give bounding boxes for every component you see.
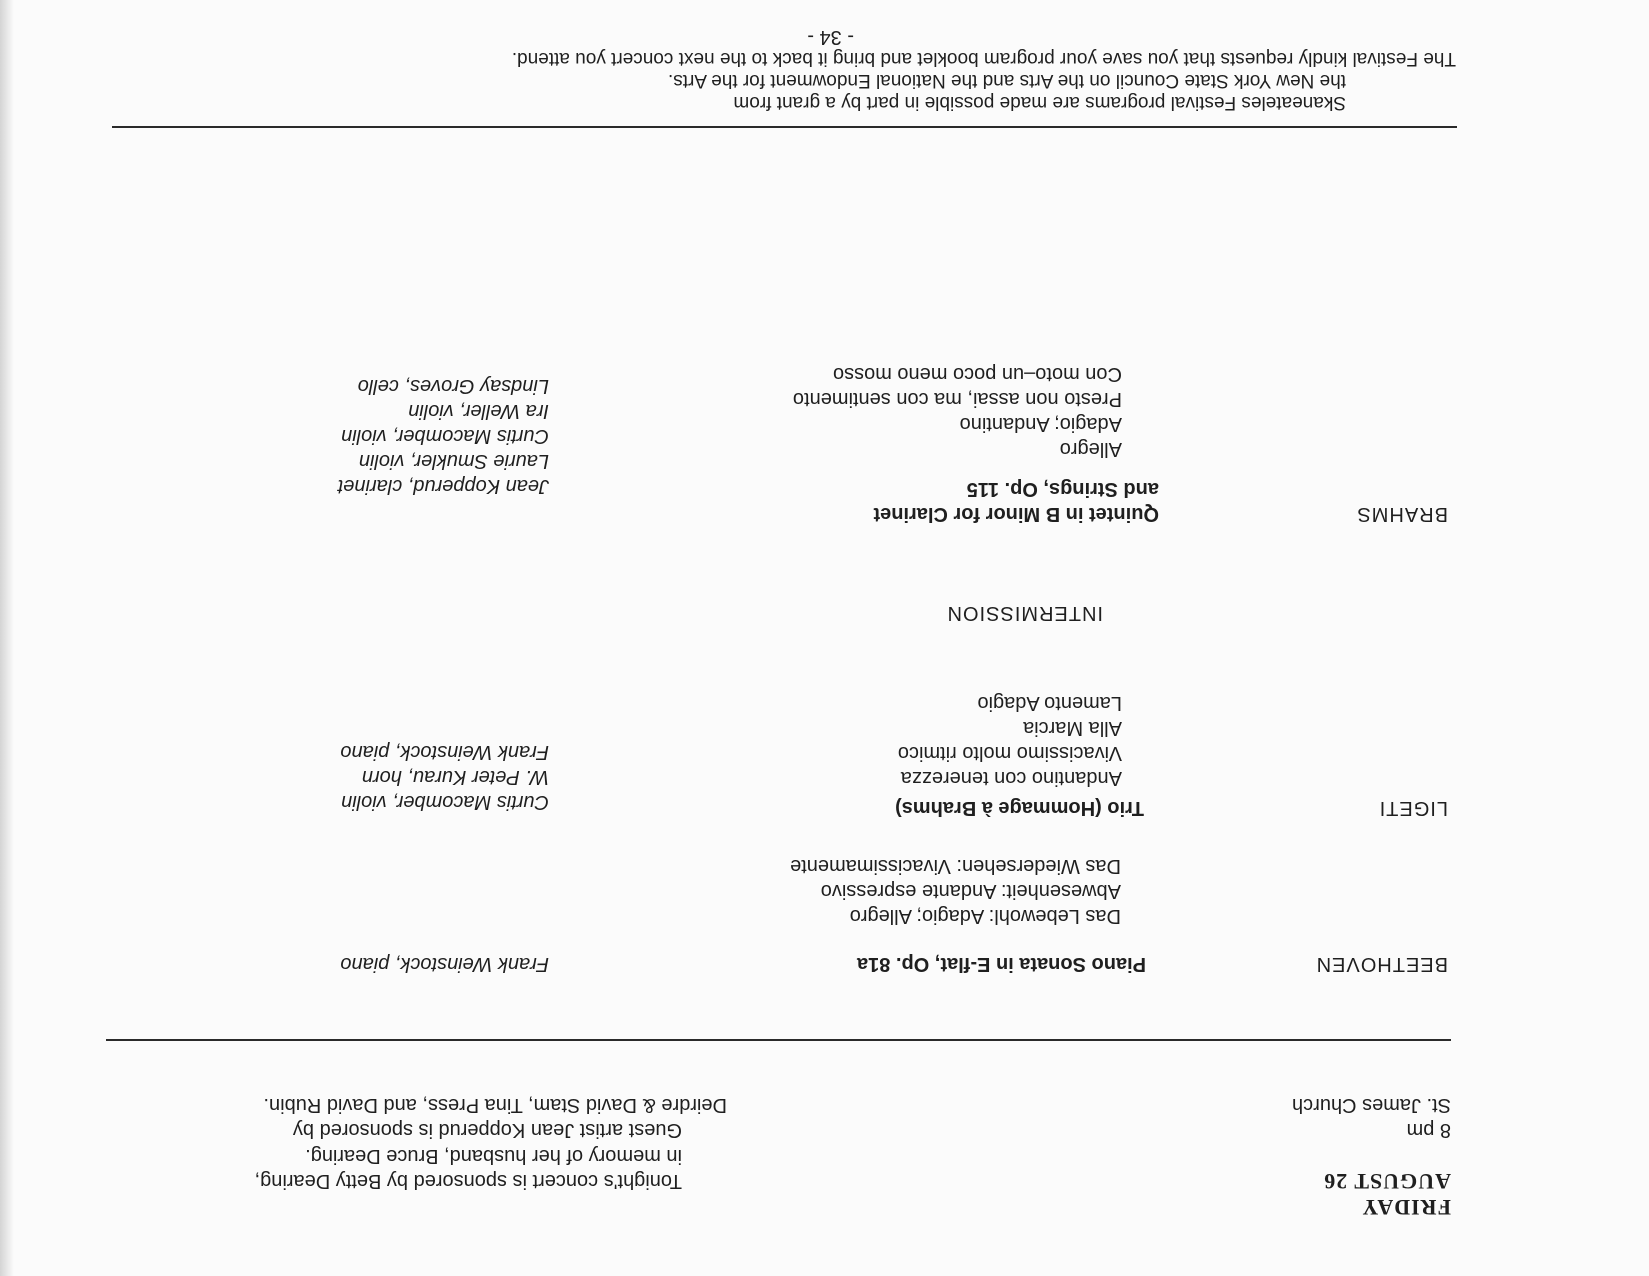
footer-line: the New York State Council on the Arts and the National Endowment for the Arts. xyxy=(667,70,1346,91)
sponsor-line: Guest artist Jean Kopperud is sponsored by xyxy=(292,1119,682,1141)
footer-line: Skaneateles Festival programs are made possible in part by a grant from xyxy=(733,92,1346,113)
header-divider xyxy=(106,1039,1451,1041)
movement-list xyxy=(790,853,1121,928)
movement: Alla Marcia xyxy=(1023,717,1122,739)
performer: W. Peter Kurau, horn xyxy=(361,766,549,788)
movement: Adagio; Andantino xyxy=(959,413,1122,435)
performer: Laurie Smukler, violin xyxy=(358,450,549,472)
movement: Das Wiedersehen: Vivacissimamente xyxy=(790,855,1121,877)
performer: Lindsay Groves, cello xyxy=(357,375,549,397)
movement-list xyxy=(898,690,1122,790)
scan-edge-shadow xyxy=(0,0,14,1276)
sponsor-line: in memory of her husband, Bruce Dearing. xyxy=(305,1145,682,1167)
performer-list xyxy=(340,739,549,814)
movement: Vivacissimo molto ritmico xyxy=(897,742,1122,764)
movement: Con moto–un poco meno mosso xyxy=(832,363,1122,385)
sponsor-line: Tonight's concert is sponsored by Betty Dearing, xyxy=(254,1170,682,1192)
page-number: - 34 - xyxy=(807,26,854,48)
work-title: Quintet in B Minor for Clarinet xyxy=(873,503,1159,525)
concert-date: AUGUST 26 xyxy=(1323,1169,1451,1194)
movement: Presto non assai, ma con sentimento xyxy=(792,388,1122,410)
sponsor-line: Deirdre & David Stam, Tina Press, and David Rubin. xyxy=(263,1094,727,1116)
concert-day: FRIDAY xyxy=(1361,1195,1451,1220)
movement: Das Lebewohl: Adagio; Allegro xyxy=(849,905,1121,927)
concert-venue: St. James Church xyxy=(1292,1094,1451,1116)
work-title: Piano Sonata in E-flat, Op. 81a xyxy=(857,953,1146,975)
performer: Ira Weller, violin xyxy=(408,400,549,422)
composer-name: BRAHMS xyxy=(1356,503,1448,525)
movement-list xyxy=(793,361,1122,461)
concert-time: 8 pm xyxy=(1406,1119,1451,1141)
performer: Frank Weinstock, piano xyxy=(340,741,549,763)
work-title-continued: and Strings, Op. 115 xyxy=(966,478,1159,500)
performer-list xyxy=(338,373,549,498)
performer: Curtis Macomber, violin xyxy=(341,425,549,447)
intermission-label: INTERMISSION xyxy=(946,602,1103,624)
performer: Frank Weinstock, piano xyxy=(340,953,549,975)
footer-notes xyxy=(512,47,1456,113)
performer: Curtis Macomber, violin xyxy=(341,791,549,813)
movement: Andantino con tenerezza xyxy=(900,767,1122,789)
performer-list xyxy=(340,951,549,976)
performer: Jean Kopperud, clarinet xyxy=(337,475,549,497)
footer-line: The Festival kindly requests that you save your program booklet and bring it back to the next concert you attend. xyxy=(511,48,1456,69)
composer-name: BEETHOVEN xyxy=(1315,953,1448,975)
footer-divider xyxy=(112,126,1457,128)
movement: Abwesenheit: Andante espressivo xyxy=(820,880,1121,902)
work-title: Trio (Hommage à Brahms) xyxy=(895,797,1144,819)
movement: Lamento Adagio xyxy=(977,692,1122,714)
movement: Allegro xyxy=(1059,438,1122,460)
composer-name: LIGETI xyxy=(1378,797,1448,819)
